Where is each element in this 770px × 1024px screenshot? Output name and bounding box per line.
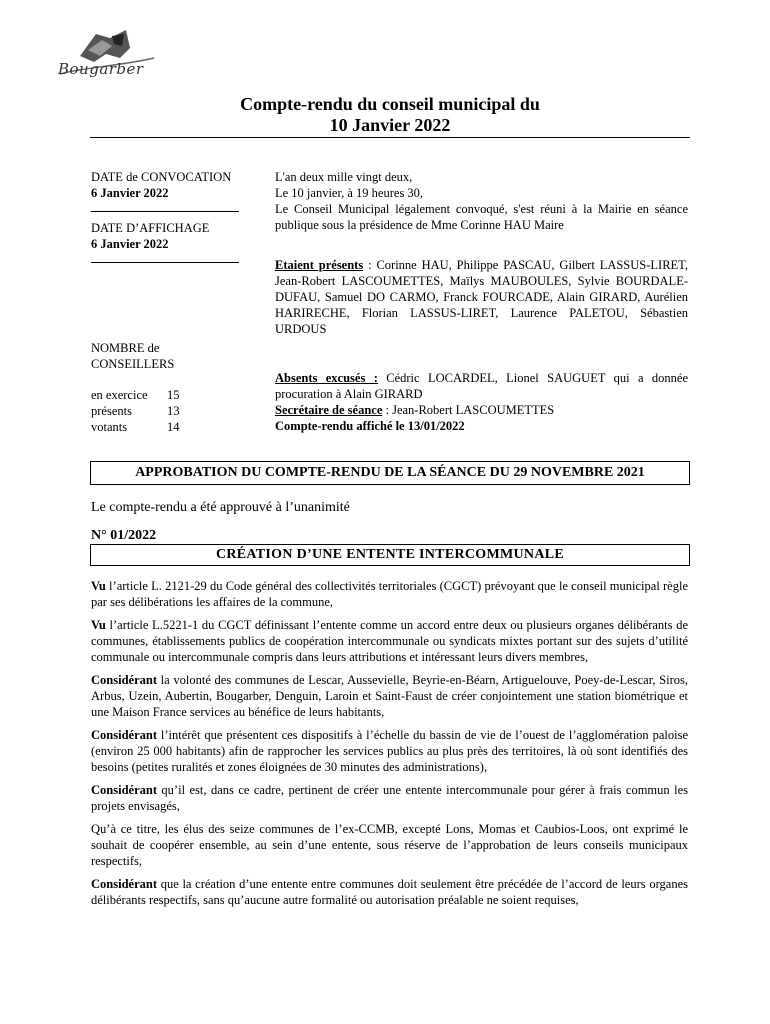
councillors-label-2: CONSEILLERS [91, 357, 175, 371]
paragraph-text: l’article L. 2121-29 du Code général des collectivités territoriales (CGCT) prévoyant que le conseil municipal règle par ses délibérations les affaires de la commune, [91, 579, 688, 609]
logo-text: Bougarber [58, 60, 144, 78]
deliberation-body [91, 578, 688, 915]
secretary-label: Secrétaire de séance [275, 403, 383, 417]
count-row [91, 419, 261, 435]
title-divider [90, 137, 690, 138]
paragraph [91, 782, 688, 814]
absents-list: Cédric LOCARDEL, Lionel SAUGUET qui a donnée procuration à Alain GIRARD [275, 371, 688, 401]
attendees-label: Etaient présents [275, 258, 364, 272]
paragraph-lead: Vu [91, 579, 106, 593]
paragraph-lead: Considérant [91, 728, 157, 742]
paragraph-text: l’article L.5221-1 du CGCT définissant l’entente comme un accord entre deux ou plusieurs organes délibérants de communes, établissements publics de coopération intercommunale ou syndicats mixtes portant sur des sujets d’utilité communale ou intercommunale compris dans leurs attributions et intéressant leurs divers membres, [91, 618, 688, 664]
deliberation-heading: CRÉATION D’UNE ENTENTE INTERCOMMUNALE [90, 544, 690, 566]
attendees-list: : Corinne HAU, Philippe PASCAU, Gilbert LASSUS-LIRET, Jean-Robert LASCOUMETTES, Maïlys MAUBOULES, Sylvie BOURDALE-DUFAU, Samuel DO CARMO, Franck FOURCADE, Alain GIRARD, Aurélien HARIRECHE, Florian LASSUS-LIRET, Laurence PALETOU, Sébastien URDOUS [275, 258, 689, 336]
count-value: 15 [167, 388, 180, 402]
paragraph [91, 876, 688, 908]
affichage-date: 6 Janvier 2022 [91, 237, 169, 251]
divider [91, 201, 239, 212]
count-row [91, 387, 261, 403]
title-line-1: Compte-rendu du conseil municipal du [240, 94, 540, 114]
paragraph-lead: Considérant [91, 673, 157, 687]
posted-date: Compte-rendu affiché le 13/01/2022 [275, 419, 465, 433]
intro-paragraph: Le Conseil Municipal légalement convoqué, s'est réuni à la Mairie en séance publique sous la présidence de Mme Corinne HAU Maire [275, 202, 688, 232]
page-title [90, 94, 690, 136]
count-label: votants [91, 420, 128, 434]
paragraph [91, 672, 688, 720]
secretary-paragraph [275, 402, 688, 418]
paragraph-lead: Considérant [91, 783, 157, 797]
municipality-logo [50, 28, 162, 86]
approval-text: Le compte-rendu a été approuvé à l’unanimité [91, 500, 350, 515]
count-label: en exercice [91, 388, 148, 402]
convocation-date: 6 Janvier 2022 [91, 186, 169, 200]
paragraph [91, 821, 688, 869]
paragraph-text: Qu’à ce titre, les élus des seize communes de l’ex-CCMB, excepté Lons, Momas et Caubios-Loos, ont exprimé le souhait de coopérer ensemble, au sein d’une entente, sous réserve de l’approbation de leurs conseils municipaux respectifs, [91, 822, 688, 868]
attendees-paragraph [275, 257, 688, 337]
intro-line: L'an deux mille vingt deux, [275, 170, 413, 184]
title-line-2: 10 Janvier 2022 [329, 115, 451, 135]
affichage-label: DATE D’AFFICHAGE [91, 221, 210, 235]
approval-heading: APPROBATION DU COMPTE-RENDU DE LA SÉANCE DU 29 NOVEMBRE 2021 [90, 461, 690, 485]
paragraph-text: que la création d’une entente entre communes doit seulement être précédée de l’accord de leurs organes délibérants respectifs, sans qu’aucune autre formalité ou autorisation préalable ne soient requises, [91, 877, 688, 907]
count-label: présents [91, 404, 132, 418]
count-value: 13 [167, 404, 180, 418]
paragraph [91, 727, 688, 775]
convocation-label: DATE de CONVOCATION [91, 170, 232, 184]
paragraph-lead: Considérant [91, 877, 157, 891]
count-row [91, 403, 261, 419]
paragraph-text: l’intérêt que présentent ces dispositifs à l’échelle du bassin de vie de l’ouest de l’agglomération paloise (environ 25 000 habitants) afin de rapprocher les services publics au plus près des territoires, là où sont identifiés des besoins (petites ruralités et zones éloignées de 30 minutes des administrations), [91, 728, 688, 774]
meeting-details [275, 169, 688, 434]
paragraph-lead: Vu [91, 618, 106, 632]
secretary-name: : Jean-Robert LASCOUMETTES [382, 403, 555, 417]
absents-label: Absents excusés : [275, 371, 378, 385]
paragraph-text: qu’il est, dans ce cadre, pertinent de créer une entente intercommunale pour gérer à frais commun les projets envisagés, [91, 783, 688, 813]
councillors-label: NOMBRE de [91, 341, 160, 355]
count-value: 14 [167, 420, 180, 434]
absents-paragraph [275, 370, 688, 402]
paragraph-text: la volonté des communes de Lescar, Aussevielle, Beyrie-en-Béarn, Artiguelouve, Poey-de-Lescar, Siros, Arbus, Uzein, Aubertin, Bougarber, Denguin, Laroin et Saint-Faust de créer conjointement une station biométrique et une Maison France services au bénéfice de leurs habitants, [91, 673, 688, 719]
meeting-info-sidebar [91, 169, 261, 435]
paragraph [91, 578, 688, 610]
deliberation-number: N° 01/2022 [91, 528, 157, 543]
intro-line: Le 10 janvier, à 19 heures 30, [275, 186, 424, 200]
divider [91, 252, 239, 263]
paragraph [91, 617, 688, 665]
